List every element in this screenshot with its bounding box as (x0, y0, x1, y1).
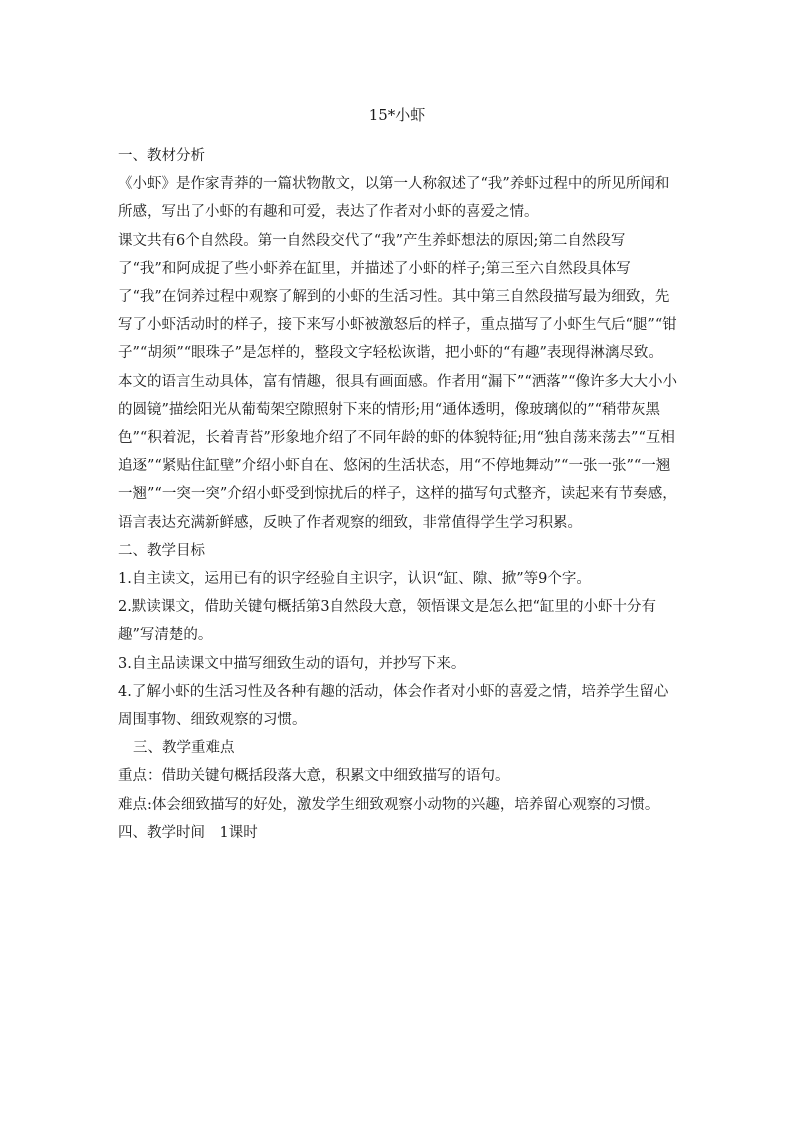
body-paragraph: 本文的语言生动具体，富有情趣，很具有画面感。作者用“漏下”“洒落”“像许多大大小小的圆镜”描绘阳光从葡萄架空隙照射下来的情形;用“通体透明，像玻璃似的”“稍带灰黑色”“积着泥，长着青苔”形象地介绍了不同年龄的虾的体貌特征;用“独自荡来荡去”“互相追逐”“紧贴住缸壁”介绍小虾自在、悠闲的生活状态，用“不停地舞动”“一张一张”“一翘一翘”“一突一突”介绍小虾受到惊扰后的样子，这样的描写句式整齐，读起来有节奏感，语言表达充满新鲜感，反映了作者观察的细致，非常值得学生学习积累。 (118, 373, 678, 531)
objective-item: 1.自主读文，运用已有的识字经验自主识字，认识“缸、隙、掀”等9个字。 (118, 571, 591, 588)
document-body (118, 142, 678, 847)
section-heading: 二、教学目标 (118, 542, 205, 559)
section-heading: 一、教材分析 (118, 148, 205, 164)
key-point: 重点：借助关键句概括段落大意，积累文中细致描写的语句。 (118, 768, 510, 785)
body-paragraph: 课文共有6个自然段。第一自然段交代了“我”产生养虾想法的原因;第二自然段写了“我”和阿成捉了些小虾养在缸里，并描述了小虾的样子;第三至六自然段具体写了“我”在饲养过程中观察了解到的小虾的生活习性。其中第三自然段描写最为细致，先写了小虾活动时的样子，接下来写小虾被激怒后的样子，重点描写了小虾生气后“腿”“钳子”“胡须”“眼珠子”是怎样的，整段文字轻松诙谐，把小虾的“有趣”表现得淋漓尽致。 (118, 232, 677, 362)
section-heading: 三、教学重难点 (133, 740, 235, 757)
difficult-point: 难点:体会细致描写的好处，激发学生细致观察小动物的兴趣，培养留心观察的习惯。 (118, 796, 660, 813)
objective-item: 3.自主品读课文中描写细致生动的语句，并抄写下来。 (118, 655, 466, 672)
body-paragraph: 《小虾》是作家青莽的一篇状物散文，以第一人称叙述了“我”养虾过程中的所见所闻和所感，写出了小虾的有趣和可爱，表达了作者对小虾的喜爱之情。 (118, 176, 670, 221)
section-heading: 四、教学时间 1课时 (118, 824, 258, 841)
document-title: 15*小虾 (368, 106, 426, 124)
objective-item: 4.了解小虾的生活习性及各种有趣的活动，体会作者对小虾的喜爱之情，培养学生留心周围事物、细致观察的习惯。 (118, 683, 669, 729)
objective-item: 2.默读课文，借助关键句概括第3自然段大意，领悟课文是怎么把“缸里的小虾十分有趣”写清楚的。 (118, 599, 656, 644)
